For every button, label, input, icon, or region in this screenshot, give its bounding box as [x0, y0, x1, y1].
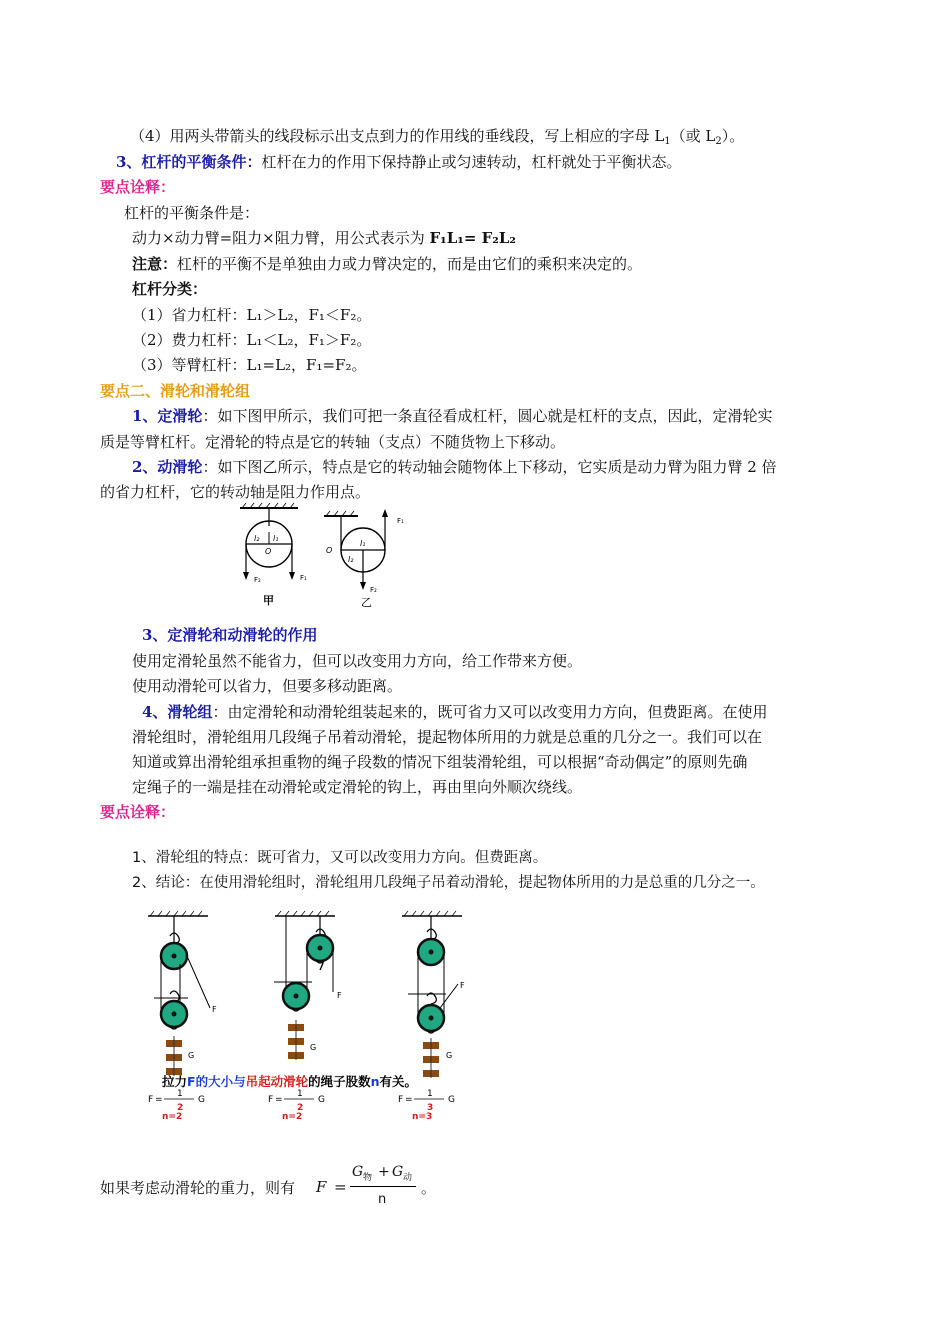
pulley-block-diagrams: [140, 908, 490, 1124]
key-points-heading-1: 要点诠释：: [100, 178, 176, 196]
yi-label: 乙: [361, 596, 372, 609]
pulley-block-line-2: 滑轮组时，滑轮组用几段绳子吊着动滑轮，提起物体所用的力就是总重的几分之一。我们可以在: [132, 728, 763, 746]
pulley-diagram-jia-yi: [228, 500, 428, 612]
svg-text:2: 2: [297, 1103, 304, 1113]
pulley-block-feature: 1、滑轮组的特点：既可省力，又可以改变用力方向。但费距离。: [132, 850, 548, 866]
movable-pulley-line: 2、动滑轮：如下图乙所示，特点是它的转动轴会随物体上下移动，它实质是动力臂为阻力臂 2 倍: [132, 458, 777, 476]
svg-text:n=2: n=2: [282, 1112, 303, 1122]
f-label-1: F: [212, 1005, 217, 1014]
svg-text:2: 2: [177, 1103, 184, 1113]
l1-label-yi: l₁: [360, 539, 366, 548]
svg-text:3: 3: [427, 1103, 434, 1113]
movable-pulley-effect: 使用动滑轮可以省力，但要多移动距离。: [132, 677, 403, 695]
svg-text:=: =: [405, 1095, 413, 1105]
svg-text:1: 1: [427, 1089, 433, 1099]
lever-balance-condition: 3、杠杆的平衡条件：杠杆在力的作用下保持静止或匀速转动，杠杆就处于平衡状态。: [116, 153, 682, 171]
movable-pulley-line-2: 的省力杠杆，它的转动轴是阻力作用点。: [100, 483, 371, 501]
balance-condition-intro: 杠杆的平衡条件是：: [124, 204, 260, 222]
f2-label-yi: F₂: [370, 586, 377, 594]
formula-period: 。: [421, 1179, 437, 1197]
l2-label-jia: l₂: [254, 534, 260, 543]
pulley-weight-line: 如果考虑动滑轮的重力，则有: [100, 1179, 296, 1197]
balance-formula-line: 动力×动力臂=阻力×阻力臂，用公式表示为 F₁L₁= F₂L₂: [132, 229, 516, 247]
lever-type-2: （2）费力杠杆：L₁＜L₂，F₁＞F₂。: [132, 331, 372, 349]
section-pulley-heading: 要点二、滑轮和滑轮组: [100, 382, 251, 400]
fraction-3: [398, 1089, 455, 1122]
figure-caption: 拉力F的大小与吊起动滑轮的绳子股数n有关。: [162, 1074, 418, 1089]
svg-text:=: =: [275, 1095, 283, 1105]
pulley-block-line-3: 知道或算出滑轮组承担重物的绳子段数的情况下组装滑轮组，可以根据“奇动偶定”的原则先确: [132, 753, 748, 771]
g-label-2: G: [310, 1043, 317, 1052]
svg-text:G: G: [448, 1095, 455, 1105]
o-label-yi: O: [326, 546, 333, 555]
note-line: 注意：杠杆的平衡不是单独由力或力臂决定的，而是由它们的乘积来决定的。: [132, 255, 643, 273]
fraction-1: [148, 1089, 205, 1122]
fraction-2: [268, 1089, 325, 1122]
lever-type-1: （1）省力杠杆：L₁＞L₂，F₁＜F₂。: [132, 306, 372, 324]
step-4-line: （4）用两头带箭头的线段标示出支点到力的作用线的垂线段，写上相应的字母 $L_1$（或 $L_2$）。: [130, 127, 745, 147]
svg-text:=: =: [155, 1095, 163, 1105]
pulley-block-line-4: 定绳子的一端是挂在动滑轮或定滑轮的钩上，再由里向外顺次绕线。: [132, 778, 583, 796]
f1-label-jia: F₁: [300, 574, 307, 582]
fraction-bar: [350, 1186, 416, 1187]
jia-label: 甲: [263, 594, 274, 607]
pulley-weight-formula: F = G 物 + G 动 n: [316, 1164, 426, 1214]
svg-text:G: G: [198, 1095, 205, 1105]
svg-text:F: F: [268, 1095, 274, 1105]
l2-label-yi: l₂: [348, 555, 354, 564]
pulley-block-conclusion: 2、结论：在使用滑轮组时，滑轮组用几段绳子吊着动滑轮，提起物体所用的力是总重的几分之一。: [132, 875, 765, 891]
svg-text:1: 1: [297, 1089, 303, 1099]
f2-label-jia: F₂: [254, 576, 261, 584]
f-label-3: F: [460, 981, 465, 990]
svg-text:1: 1: [177, 1089, 183, 1099]
g-label-3: G: [446, 1051, 453, 1060]
svg-text:F: F: [398, 1095, 404, 1105]
f1-label-yi: F₁: [397, 517, 404, 525]
pulley-effect-heading: 3、定滑轮和动滑轮的作用: [142, 626, 318, 644]
key-points-heading-2: 要点诠释：: [100, 803, 176, 821]
svg-text:n=2: n=2: [162, 1112, 183, 1122]
g-label-1: G: [188, 1051, 195, 1060]
svg-text:F: F: [148, 1095, 154, 1105]
l1-label-jia: l₁: [273, 534, 279, 543]
fixed-pulley-line-2: 质是等臂杠杆。定滑轮的特点是它的转轴（支点）不随货物上下移动。: [100, 433, 566, 451]
pulley-block-line: 4、滑轮组：由定滑轮和动滑轮组装起来的，既可省力又可以改变用力方向，但费距离。在使用: [142, 703, 768, 721]
f-label-2: F: [337, 991, 342, 1000]
fixed-pulley-line: 1、定滑轮：如下图甲所示，我们可把一条直径看成杠杆，圆心就是杠杆的支点，因此，定滑轮实: [132, 407, 773, 425]
fixed-pulley-effect: 使用定滑轮虽然不能省力，但可以改变用力方向，给工作带来方便。: [132, 652, 583, 670]
svg-text:G: G: [318, 1095, 325, 1105]
svg-text:n=3: n=3: [412, 1112, 433, 1122]
lever-classification-heading: 杠杆分类：: [132, 280, 208, 298]
lever-type-3: （3）等臂杠杆：L₁=L₂，F₁=F₂。: [132, 356, 367, 374]
o-label-jia: O: [265, 547, 272, 556]
